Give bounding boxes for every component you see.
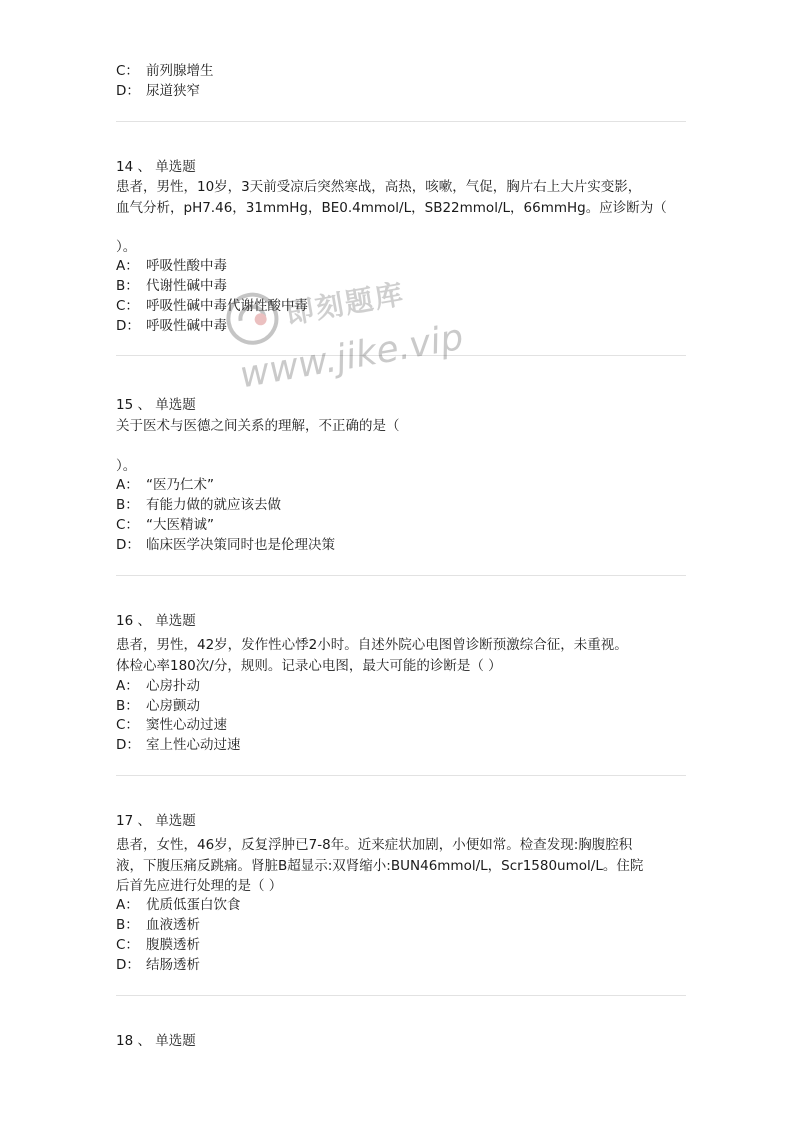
watermark-url: www.jike.vip	[236, 316, 467, 397]
option-d: D： 临床医学决策同时也是伦理决策	[116, 537, 335, 553]
question-stem: 体检心率180次/分，规则。记录心电图，最大可能的诊断是（ ）	[116, 658, 502, 674]
question-header: 17 、 单选题	[116, 813, 196, 829]
option-a: A： 优质低蛋白饮食	[116, 897, 241, 913]
option-d: D： 室上性心动过速	[116, 737, 241, 753]
question-stem: 液，下腹压痛反跳痛。肾脏B超显示:双肾缩小:BUN46mmol/L，Scr1580umol/L。住院	[116, 858, 644, 874]
option-c: C： 呼吸性碱中毒代谢性酸中毒	[116, 298, 308, 314]
question-stem: 患者，女性，46岁，反复浮肿已7-8年。近来症状加剧，小便如常。检查发现:胸腹腔积	[116, 837, 633, 853]
option-d: D： 结肠透析	[116, 957, 200, 973]
question-stem: ）。	[116, 239, 137, 255]
watermark-brand: 即刻题库	[283, 277, 408, 331]
question-stem: ）。	[116, 458, 137, 474]
option-b: B： 代谢性碱中毒	[116, 278, 227, 294]
option-a: A： “医乃仁术”	[116, 477, 214, 493]
question-header: 16 、 单选题	[116, 613, 196, 629]
question-header: 15 、 单选题	[116, 397, 196, 413]
option-b: B： 心房颤动	[116, 698, 200, 714]
question-stem: 后首先应进行处理的是（ ）	[116, 878, 283, 894]
option-d: D： 尿道狭窄	[116, 83, 200, 99]
option-d: D： 呼吸性碱中毒	[116, 318, 227, 334]
option-b: B： 血液透析	[116, 917, 200, 933]
option-b: B： 有能力做的就应该去做	[116, 497, 281, 513]
watermark	[220, 261, 467, 424]
divider	[116, 575, 686, 576]
option-c: C： 前列腺增生	[116, 63, 214, 79]
divider	[116, 775, 686, 776]
question-stem: 血气分析，pH7.46，31mmHg，BE0.4mmol/L，SB22mmol/L，66mmHg。应诊断为（	[116, 200, 667, 216]
question-header: 14 、 单选题	[116, 159, 196, 175]
divider	[116, 995, 686, 996]
divider	[116, 355, 686, 356]
question-stem: 患者，男性，10岁，3天前受凉后突然寒战，高热，咳嗽，气促，胸片右上大片实变影，	[116, 179, 642, 195]
option-c: C： 腹膜透析	[116, 937, 200, 953]
option-c: C： 窦性心动过速	[116, 717, 227, 733]
option-a: A： 呼吸性酸中毒	[116, 258, 227, 274]
divider	[116, 121, 686, 122]
question-stem: 关于医术与医德之间关系的理解，不正确的是（	[116, 418, 400, 434]
question-stem: 患者，男性，42岁，发作性心悸2小时。自述外院心电图曾诊断预激综合征，未重视。	[116, 637, 628, 653]
option-c: C： “大医精诚”	[116, 517, 214, 533]
option-a: A： 心房扑动	[116, 678, 200, 694]
question-header: 18 、 单选题	[116, 1033, 196, 1049]
